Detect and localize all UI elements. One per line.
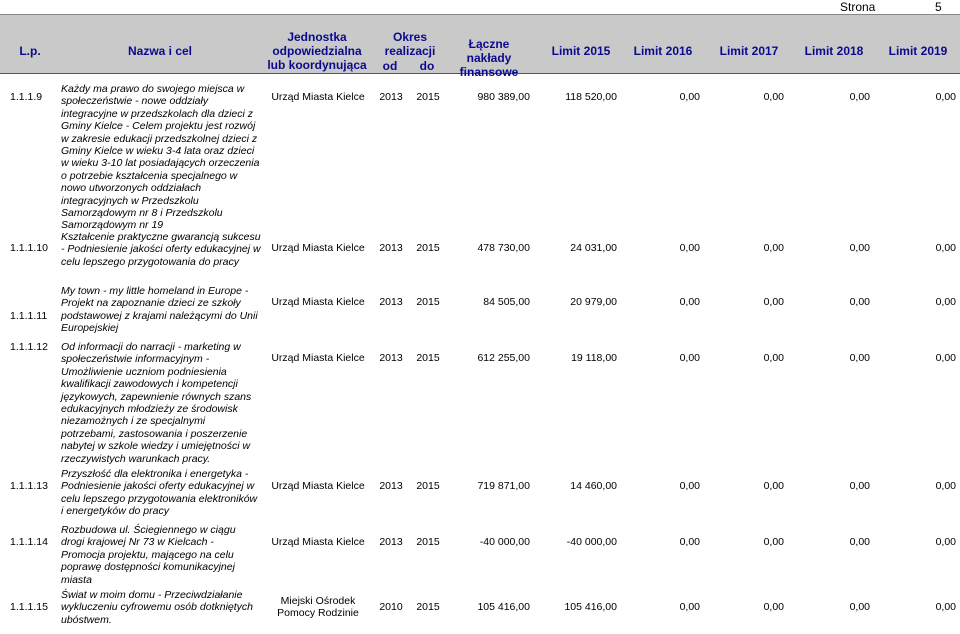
header-name: Nazwa i cel	[127, 44, 193, 58]
row-od: 2010	[379, 601, 403, 613]
row-limit-2017: 0,00	[763, 536, 784, 548]
row-limit-2018: 0,00	[849, 91, 870, 103]
table-row	[0, 285, 960, 337]
row-lp: 1.1.1.9	[10, 91, 43, 103]
row-do: 2015	[416, 601, 440, 613]
row-limit-2015: 24 031,00	[570, 242, 617, 254]
row-do: 2015	[416, 91, 440, 103]
row-limit-2015: 20 979,00	[570, 296, 617, 308]
page-label: Strona	[840, 0, 876, 14]
row-limit-2018: 0,00	[849, 242, 870, 254]
row-limit-2016: 0,00	[679, 480, 700, 492]
row-od: 2013	[379, 242, 403, 254]
header-lp: L.p.	[19, 44, 41, 58]
row-lp: 1.1.1.14	[10, 536, 48, 548]
row-limit-2018: 0,00	[849, 296, 870, 308]
row-total: 84 505,00	[483, 296, 530, 308]
row-limit-2016: 0,00	[679, 242, 700, 254]
row-limit-2019: 0,00	[935, 91, 956, 103]
row-description: Przyszłość dla elektronika i energetyka - Podniesienie jakości oferty edukacyjnej w celu lepszego przygotowania elektroników i energetyków do pracy	[61, 468, 258, 518]
row-total: 980 389,00	[477, 91, 530, 103]
row-limit-2017: 0,00	[763, 296, 784, 308]
row-total: -40 000,00	[479, 536, 530, 548]
header-total: Łączne nakłady finansowe	[459, 37, 519, 79]
row-description: Kształcenie praktyczne gwarancją sukcesu - Podniesienie jakości oferty edukacyjnej w celu lepszego przygotowania do pracy	[61, 231, 261, 268]
row-unit: Urząd Miasta Kielce	[271, 296, 365, 308]
row-limit-2019: 0,00	[935, 480, 956, 492]
row-lp: 1.1.1.11	[10, 310, 48, 322]
row-od: 2013	[379, 536, 403, 548]
row-od: 2013	[379, 480, 403, 492]
row-description: Rozbudowa ul. Ściegiennego w ciągu drogi krajowej Nr 73 w Kielcach - Promocja projektu, mającego na celu poprawę dostępności komunikacyjnej miasta	[61, 524, 236, 586]
row-limit-2015: 105 416,00	[564, 601, 617, 613]
row-description: Od informacji do narracji - marketing w społeczeństwie informacyjnym - Umożliwienie uczniom podniesienia kwalifikacji zawodowych i kompetencji językowych, zapewnienie równych szans edukacyjnych młodzieży ze środowisk niezamożnych i ze specjalnymi potrzebami, zastosowania i poszerzenie nabytej w szkole wiedzy i umiejętności w rzeczywistych warunkach pracy.	[61, 341, 252, 465]
row-limit-2017: 0,00	[763, 91, 784, 103]
row-unit: Urząd Miasta Kielce	[271, 352, 365, 364]
row-limit-2017: 0,00	[763, 352, 784, 364]
row-description: My town - my little homeland in Europe - Projekt na zapoznanie dzieci ze szkoły podstawowej z krajami należącymi do Unii Europejskiej	[61, 285, 258, 335]
row-total: 612 255,00	[477, 352, 530, 364]
row-lp: 1.1.1.13	[10, 480, 48, 492]
row-limit-2015: 19 118,00	[571, 352, 617, 364]
row-limit-2018: 0,00	[849, 480, 870, 492]
row-do: 2015	[416, 536, 440, 548]
table-row	[0, 83, 960, 232]
header-od: od	[382, 59, 398, 73]
row-limit-2016: 0,00	[679, 536, 700, 548]
header-limit-2019: Limit 2019	[888, 44, 948, 58]
table-row	[0, 589, 960, 633]
header-do: do	[419, 59, 435, 73]
header-limit-2015: Limit 2015	[551, 44, 611, 58]
row-limit-2019: 0,00	[935, 242, 956, 254]
row-do: 2015	[416, 242, 440, 254]
row-total: 105 416,00	[477, 601, 530, 613]
row-do: 2015	[416, 480, 440, 492]
row-limit-2018: 0,00	[849, 352, 870, 364]
row-lp: 1.1.1.12	[10, 341, 48, 353]
row-total: 478 730,00	[477, 242, 530, 254]
row-limit-2015: 14 460,00	[570, 480, 617, 492]
table-row	[0, 524, 960, 586]
row-total: 719 871,00	[477, 480, 530, 492]
row-limit-2017: 0,00	[763, 601, 784, 613]
row-do: 2015	[416, 352, 440, 364]
header-limit-2018: Limit 2018	[804, 44, 864, 58]
row-limit-2018: 0,00	[849, 536, 870, 548]
row-do: 2015	[416, 296, 440, 308]
row-limit-2015: 118 520,00	[565, 91, 617, 103]
row-od: 2013	[379, 352, 403, 364]
row-limit-2018: 0,00	[849, 601, 870, 613]
row-lp: 1.1.1.10	[10, 242, 48, 254]
row-unit: Urząd Miasta Kielce	[271, 242, 365, 254]
row-limit-2016: 0,00	[679, 352, 700, 364]
row-unit: Urząd Miasta Kielce	[271, 536, 365, 548]
row-description: Każdy ma prawo do swojego miejsca w społeczeństwie - nowe oddziały integracyjne w przedszkolach dla dzieci z Gminy Kielce - Celem projektu jest rozwój w zakresie edukacji przedszkolnej dzieci z Gminy Kielce w wieku 3-4 lata oraz dzieci w wieku 3-10 lat posiadających orzeczenia o potrzebie kształcenia specjalnego w nowo utworzonych oddziałach integracyjnych w Przedszkolu Samorządowym nr 8 i Przedszkolu Samorządowym nr 19	[61, 83, 260, 232]
row-unit: Miejski Ośrodek Pomocy Rodzinie	[277, 595, 359, 619]
row-od: 2013	[379, 296, 403, 308]
row-limit-2017: 0,00	[763, 480, 784, 492]
row-lp: 1.1.1.15	[10, 601, 48, 613]
header-period: Okres realizacji	[384, 30, 436, 58]
row-description: Świat w moim domu - Przeciwdziałanie wykluczeniu cyfrowemu osób dotkniętych ubóstwem.	[61, 589, 254, 626]
table-row	[0, 231, 960, 283]
page-number: 5	[935, 0, 942, 14]
row-limit-2017: 0,00	[763, 242, 784, 254]
row-unit: Urząd Miasta Kielce	[271, 91, 365, 103]
table-row	[0, 341, 960, 465]
header-limit-2017: Limit 2017	[719, 44, 779, 58]
row-unit: Urząd Miasta Kielce	[271, 480, 365, 492]
row-limit-2019: 0,00	[935, 536, 956, 548]
row-limit-2016: 0,00	[679, 296, 700, 308]
row-limit-2015: -40 000,00	[566, 536, 617, 548]
table-header	[0, 14, 960, 79]
header-limit-2016: Limit 2016	[633, 44, 693, 58]
row-limit-2019: 0,00	[935, 601, 956, 613]
row-limit-2019: 0,00	[935, 352, 956, 364]
table-row	[0, 468, 960, 520]
row-od: 2013	[379, 91, 403, 103]
row-limit-2016: 0,00	[679, 91, 700, 103]
row-limit-2019: 0,00	[935, 296, 956, 308]
header-unit: Jednostka odpowiedzialna lub koordynująca	[267, 30, 367, 72]
row-limit-2016: 0,00	[679, 601, 700, 613]
